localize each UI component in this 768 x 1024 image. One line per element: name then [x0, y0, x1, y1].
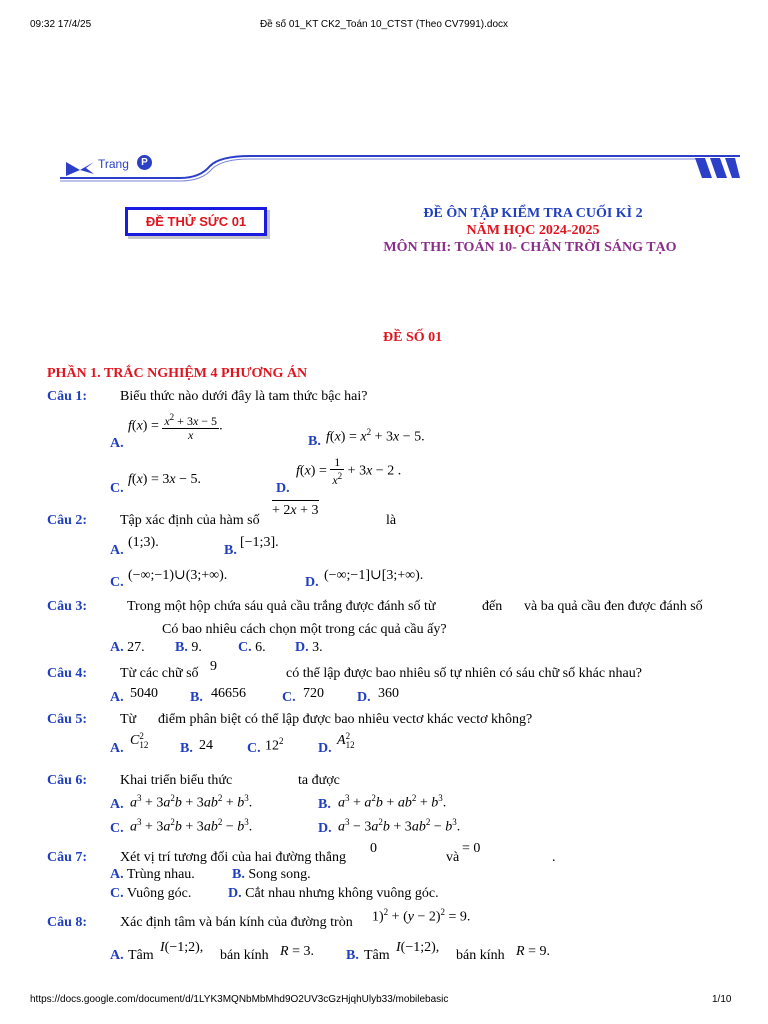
q5-c-expr: $12^2$ — [265, 736, 284, 754]
q7-d-wrap — [228, 886, 439, 902]
q3-c-letter: C. — [238, 640, 252, 655]
q2-d-expr: (−∞;−1]∪[3;+∞). — [324, 568, 424, 583]
q5-b-letter: B. — [180, 741, 193, 756]
q8-a-bankinh: bán kính — [220, 948, 269, 963]
q3-a: 27. — [127, 640, 145, 655]
q3-b-letter: B. — [175, 640, 188, 655]
q4-c: 720 — [303, 686, 324, 701]
q1-c-letter: C. — [110, 481, 124, 496]
print-doc-title: Đề số 01_KT CK2_Toán 10_CTST (Theo CV7991).docx — [259, 19, 509, 30]
q7-d-letter: D. — [228, 886, 242, 901]
q2-text: Tập xác định của hàm số — [120, 513, 260, 528]
q6-d-expr: $a^3 - 3a^2b + 3ab^2 - b^3$. — [338, 817, 461, 835]
de-so: ĐỀ SỐ 01 — [383, 330, 443, 345]
q5-a-expr: C2 12 — [130, 731, 149, 750]
q6-c-letter: C. — [110, 821, 124, 836]
q5-text2: điểm phân biệt có thể lập được bao nhiêu vectơ khác vectơ không? — [158, 712, 533, 727]
q2-c-expr: (−∞;−1)∪(3;+∞). — [128, 568, 228, 583]
title-line1: ĐỀ ÔN TẬP KIỂM TRA CUỐI KÌ 2 — [423, 206, 643, 221]
q6-a-expr: $a^3 + 3a^2b + 3ab^2 + b^3$. — [130, 793, 253, 811]
q4-digit: 9 — [210, 659, 217, 674]
q6-a-letter: A. — [110, 797, 124, 812]
q4-text2: có thể lập được bao nhiêu số tự nhiên có sáu chữ số khác nhau? — [286, 666, 642, 681]
q6-c-expr: $a^3 + 3a^2b + 3ab^2 - b^3$. — [130, 817, 253, 835]
q3-a-letter: A. — [110, 640, 124, 655]
q8-b-tam: Tâm — [364, 948, 390, 963]
q7-b-letter: B. — [232, 867, 245, 882]
q7-a-wrap — [110, 867, 195, 883]
q7-c: Vuông góc. — [126, 886, 192, 901]
q4-d-letter: D. — [357, 690, 371, 705]
q4-b-letter: B. — [190, 690, 203, 705]
q2-label: Câu 2: — [47, 513, 88, 528]
q4-c-letter: C. — [282, 690, 296, 705]
q8-a-radius: R = 3. — [280, 944, 314, 959]
q3-d: 3. — [312, 640, 323, 655]
q4-b: 46656 — [211, 686, 246, 701]
q7-a-letter: A. — [110, 867, 124, 882]
q2-text2: là — [386, 513, 397, 528]
q3-text: Trong một hộp chứa sáu quả cầu trắng được đánh số từ — [127, 599, 436, 614]
q2-a-letter: A. — [110, 543, 124, 558]
q7-c-letter: C. — [110, 886, 124, 901]
print-footer-page: 1/10 — [712, 994, 732, 1005]
title-line2: NĂM HỌC 2024-2025 — [466, 223, 600, 238]
q2-a-expr: (1;3). — [128, 535, 159, 550]
q1-a-letter: A. — [110, 436, 124, 451]
q1-d-letter: D. — [276, 481, 290, 496]
q5-b: 24 — [199, 738, 213, 753]
q5-text: Từ — [120, 712, 137, 727]
q6-b-expr: $a^3 + a^2b + ab^2 + b^3$. — [338, 793, 447, 811]
q1-d-expr: f(x) = $\frac{1}{x^2}$ + 3x − 2 . — [296, 455, 402, 487]
q5-c-letter: C. — [247, 741, 261, 756]
q3-d-letter: D. — [295, 640, 309, 655]
q3-options — [110, 640, 145, 656]
exam-badge: ĐỀ THỬ SỨC 01 — [125, 207, 267, 236]
q3-line2: Có bao nhiêu cách chọn một trong các quả cầu ấy? — [162, 622, 447, 637]
q8-b-center: I(−1;2), — [396, 940, 440, 955]
q1-a-expr: f(x) = $\frac{x^2 + 3x - 5}{x}$ . — [128, 412, 223, 442]
q6-text: Khai triển biểu thức — [120, 773, 233, 788]
q3-text-mid: đến — [482, 599, 503, 614]
q3-b: 9. — [191, 640, 202, 655]
q5-d-expr: A2 12 — [337, 731, 355, 750]
q2-sqrt-expr: + 2x + 3 — [272, 500, 319, 519]
q8-a-tam: Tâm — [128, 948, 154, 963]
q4-label: Câu 4: — [47, 666, 88, 681]
title-line3: MÔN THI: TOÁN 10- CHÂN TRỜI SÁNG TẠO — [383, 240, 677, 255]
q1-text: Biểu thức nào dưới đây là tam thức bậc hai? — [120, 389, 368, 404]
q1-b-letter: B. — [308, 434, 321, 449]
q8-a-center: I(−1;2), — [160, 940, 204, 955]
q6-text2: ta được — [298, 773, 340, 788]
q6-b-letter: B. — [318, 797, 331, 812]
q7-zero: 0 — [370, 841, 377, 856]
q8-text: Xác định tâm và bán kính của đường tròn — [120, 915, 353, 930]
q3-c: 6. — [255, 640, 266, 655]
q7-b: Song song. — [248, 867, 311, 882]
q2-b-expr: [−1;3]. — [240, 535, 279, 550]
q7-label: Câu 7: — [47, 850, 88, 865]
q7-text: Xét vị trí tương đối của hai đường thẳng — [120, 850, 346, 865]
banner-badge-icon: P — [137, 155, 152, 170]
q7-d: Cắt nhau nhưng không vuông góc. — [245, 886, 439, 901]
banner-graphic — [60, 148, 740, 188]
q2-b-letter: B. — [224, 543, 237, 558]
q3-text-end: và ba quả cầu đen được đánh số — [524, 599, 703, 614]
q2-c-letter: C. — [110, 575, 124, 590]
q7-c-wrap — [110, 886, 191, 902]
q1-b-expr: $f(x) = x^2 + 3x - 5$. — [326, 427, 425, 445]
q8-circle-expr: $1)^2 + (y - 2)^2 = 9$. — [372, 907, 471, 925]
banner-trang-label: Trang — [98, 157, 129, 171]
print-datetime: 09:32 17/4/25 — [30, 19, 92, 30]
q8-a-letter: A. — [110, 948, 124, 963]
q3-b-wrap — [175, 640, 202, 656]
q5-a-letter: A. — [110, 741, 124, 756]
q8-b-letter: B. — [346, 948, 359, 963]
q8-label: Câu 8: — [47, 915, 88, 930]
q7-a: Trùng nhau. — [126, 867, 195, 882]
q3-label: Câu 3: — [47, 599, 88, 614]
q1-label: Câu 1: — [47, 389, 88, 404]
q2-d-letter: D. — [305, 575, 319, 590]
q8-b-bankinh: bán kính — [456, 948, 505, 963]
q7-eq0: = 0 — [462, 841, 481, 856]
q1-c-expr: f(x) = 3x − 5. — [128, 472, 201, 487]
page-banner — [60, 148, 740, 188]
q7-b-wrap — [232, 867, 311, 883]
q5-d-letter: D. — [318, 741, 332, 756]
q4-text: Từ các chữ số — [120, 666, 199, 681]
q4-a: 5040 — [130, 686, 158, 701]
q3-c-wrap — [238, 640, 266, 656]
q8-b-radius: R = 9. — [516, 944, 550, 959]
q4-a-letter: A. — [110, 690, 124, 705]
q7-text2: và — [446, 850, 460, 865]
print-footer-url: https://docs.google.com/document/d/1LYK3MQNbMbMhd9O2UV3cGzHjqhUlyb33/mobilebasic — [30, 994, 449, 1005]
q3-d-wrap — [295, 640, 323, 656]
q4-d: 360 — [378, 686, 399, 701]
q6-label: Câu 6: — [47, 773, 88, 788]
section-title: PHẦN 1. TRẮC NGHIỆM 4 PHƯƠNG ÁN — [47, 366, 308, 381]
q6-d-letter: D. — [318, 821, 332, 836]
q5-label: Câu 5: — [47, 712, 88, 727]
q7-dot: . — [552, 850, 556, 865]
